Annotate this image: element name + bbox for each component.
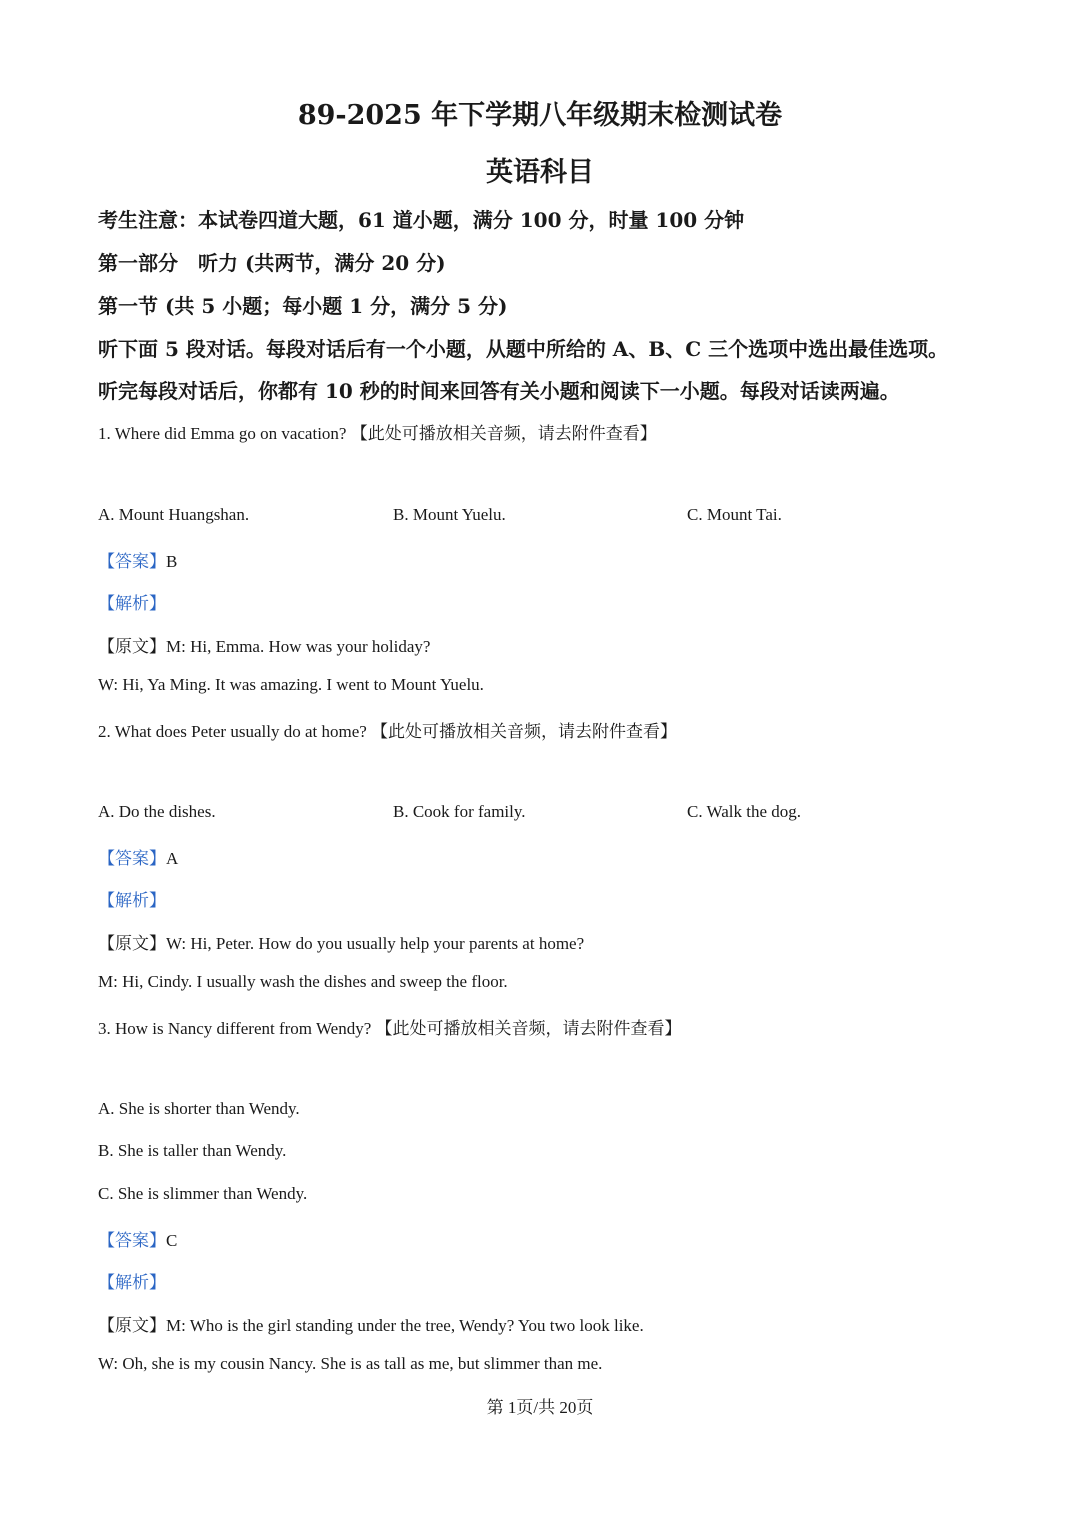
transcript-text: M: Hi, Emma. How was your holiday? [166,637,431,656]
analysis-label: 【解析】 [98,891,166,910]
audio-note: 【此处可播放相关音频，请去附件查看】 [375,1019,682,1038]
analysis-label: 【解析】 [98,1273,166,1292]
answer-label: 【答案】 [98,1231,166,1250]
question-text: 2. What does Peter usually do at home? [98,722,367,741]
answer-value: A [166,849,179,868]
transcript-line [98,632,430,657]
subject-title: 英语科目 [486,157,594,188]
transcript-text: M: Who is the girl standing under the tree, Wendy? You two look like. [166,1316,644,1335]
transcript-line: M: Hi, Cindy. I usually wash the dishes and sweep the floor. [98,972,508,991]
question-text: 1. Where did Emma go on vacation? [98,424,347,443]
option-a: A. Do the dishes. [98,802,216,821]
section-heading: 第一节 (共 5 小题；每小题 1 分，满分 5 分) [98,294,508,318]
answer-line [98,1226,177,1251]
option-b: B. Mount Yuelu. [393,505,506,524]
transcript-line: W: Oh, she is my cousin Nancy. She is as tall as me, but slimmer than me. [98,1354,603,1373]
transcript-line [98,929,584,954]
answer-line [98,547,177,572]
transcript-text: W: Hi, Peter. How do you usually help your parents at home? [166,934,585,953]
original-label: 【原文】 [98,934,166,953]
answer-label: 【答案】 [98,849,166,868]
question-3 [98,1014,682,1039]
answer-value: B [166,552,178,571]
question-2 [98,717,677,742]
option-c: C. She is slimmer than Wendy. [98,1184,308,1203]
option-b: B. She is taller than Wendy. [98,1141,287,1160]
exam-title: 89-2025 年下学期八年级期末检测试卷 [297,100,783,131]
analysis-label: 【解析】 [98,594,166,613]
audio-note: 【此处可播放相关音频，请去附件查看】 [350,424,657,443]
option-c: C. Mount Tai. [687,505,782,524]
transcript-line: W: Hi, Ya Ming. It was amazing. I went to Mount Yuelu. [98,675,484,694]
question-1 [98,419,657,444]
original-label: 【原文】 [98,637,166,656]
question-text: 3. How is Nancy different from Wendy? [98,1019,372,1038]
original-label: 【原文】 [98,1316,166,1335]
exam-notice: 考生注意：本试卷四道大题，61 道小题，满分 100 分，时量 100 分钟 [98,208,745,232]
page-footer: 第 1页/共 20页 [486,1398,594,1417]
answer-line [98,844,178,869]
instruction-line-2: 听完每段对话后，你都有 10 秒的时间来回答有关小题和阅读下一小题。每段对话读两遍。 [98,379,900,403]
option-a: A. She is shorter than Wendy. [98,1099,300,1118]
answer-value: C [166,1231,178,1250]
option-a: A. Mount Huangshan. [98,505,250,524]
instruction-line-1: 听下面 5 段对话。每段对话后有一个小题，从题中所给的 A、B、C 三个选项中选出最佳选项。 [98,337,949,361]
transcript-line [98,1311,644,1336]
option-b: B. Cook for family. [393,802,526,821]
audio-note: 【此处可播放相关音频，请去附件查看】 [371,722,678,741]
answer-label: 【答案】 [98,552,166,571]
option-c: C. Walk the dog. [687,802,802,821]
part-heading: 第一部分 听力 (共两节，满分 20 分) [98,251,446,275]
